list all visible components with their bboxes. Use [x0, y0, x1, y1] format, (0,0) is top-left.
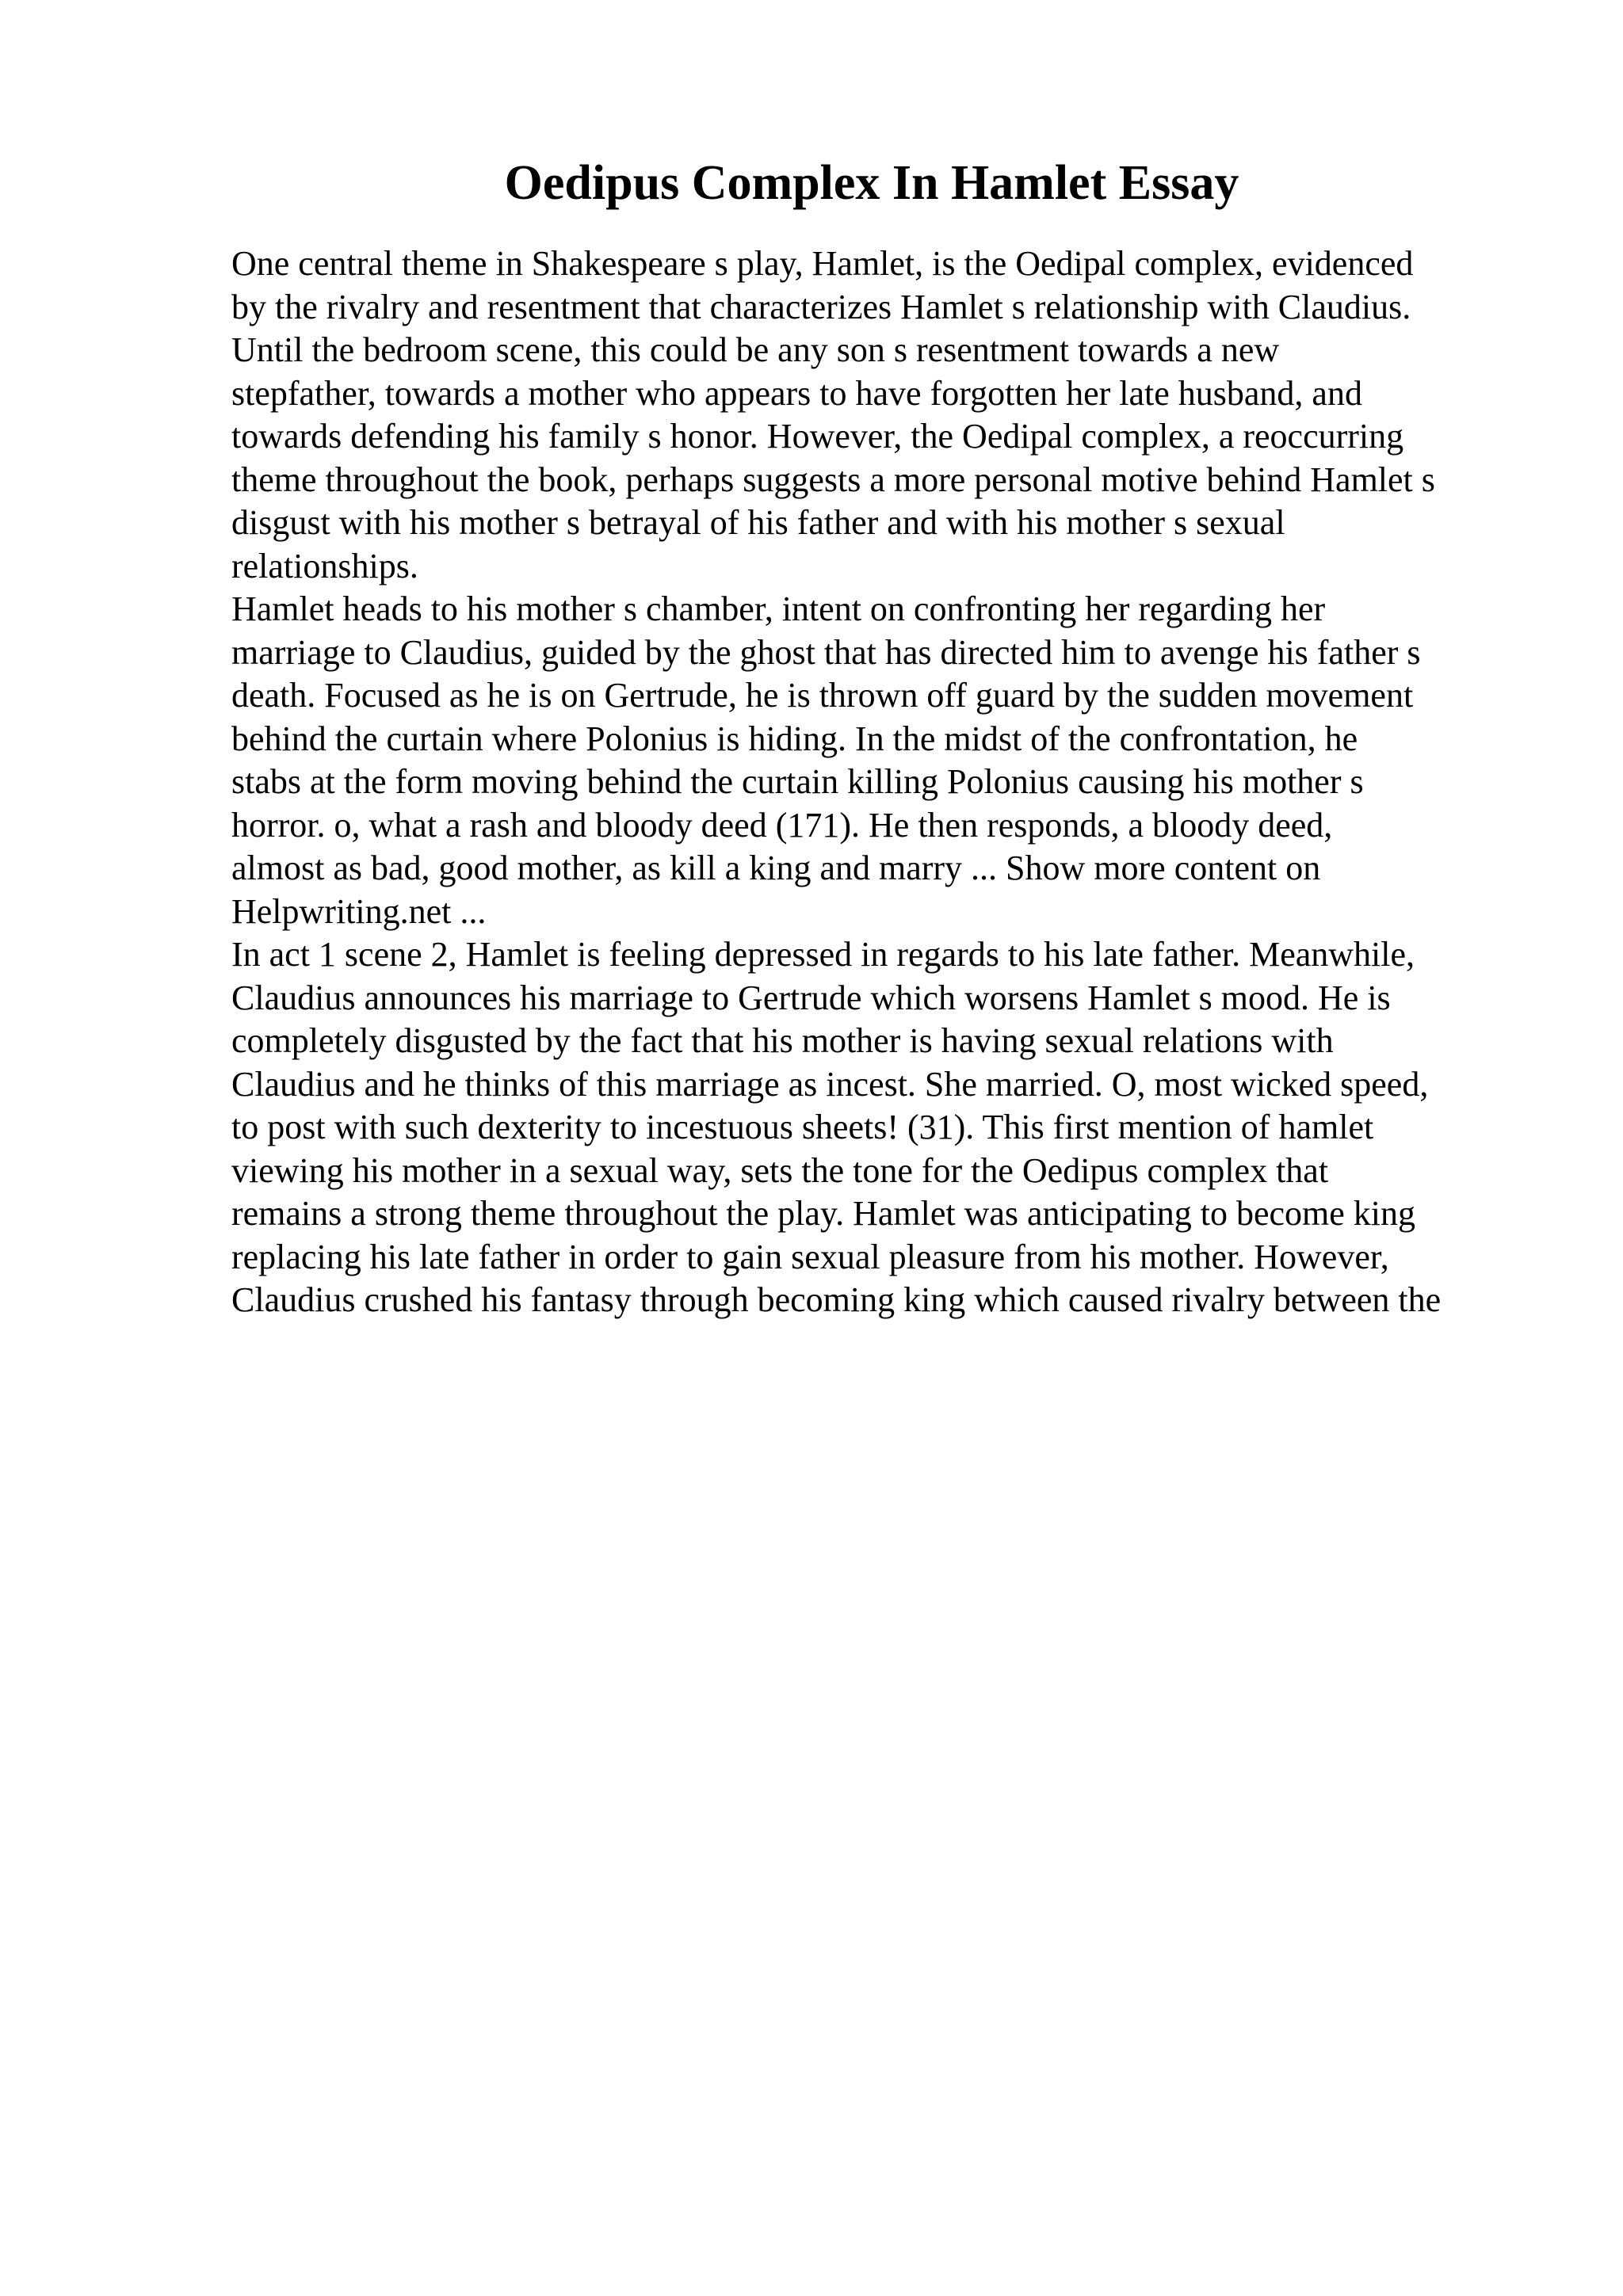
body-line: marriage to Claudius, guided by the ghost that has directed him to avenge his father s — [231, 632, 1421, 672]
body-line: relationships. — [231, 546, 418, 585]
body-line: Claudius crushed his fantasy through becoming king which caused rivalry between the — [231, 1280, 1442, 1319]
body-line: Helpwriting.net ... — [231, 891, 487, 931]
body-line: towards defending his family s honor. However, the Oedipal complex, a reoccurring — [231, 417, 1404, 456]
body-line: to post with such dexterity to incestuous sheets! (31). This first mention of hamlet — [231, 1108, 1374, 1146]
body-line: Until the bedroom scene, this could be any son s resentment towards a new — [231, 330, 1280, 369]
body-line: stabs at the form moving behind the curtain killing Polonius causing his mother s — [231, 762, 1364, 801]
body-line: Claudius and he thinks of this marriage as incest. She married. O, most wicked speed, — [231, 1064, 1429, 1104]
body-line: stepfather, towards a mother who appears to have forgotten her late husband, and — [231, 373, 1362, 413]
body-line: remains a strong theme throughout the play. Hamlet was anticipating to become king — [231, 1194, 1415, 1233]
body-line: horror. o, what a rash and bloody deed (171). He then responds, a bloody deed, — [231, 805, 1333, 845]
document-body — [231, 242, 1594, 1322]
body-line: death. Focused as he is on Gertrude, he is thrown off guard by the sudden movement — [231, 676, 1414, 715]
body-line: disgust with his mother s betrayal of his father and with his mother s sexual — [231, 503, 1285, 542]
body-line: One central theme in Shakespeare s play, Hamlet, is the Oedipal complex, evidenced — [231, 244, 1414, 283]
body-line: Hamlet heads to his mother s chamber, intent on confronting her regarding her — [231, 589, 1326, 628]
body-line: behind the curtain where Polonius is hiding. In the midst of the confrontation, he — [231, 719, 1358, 758]
body-line: completely disgusted by the fact that his mother is having sexual relations with — [231, 1021, 1334, 1060]
document-title: Oedipus Complex In Hamlet Essay — [504, 156, 1239, 210]
body-line: Claudius announces his marriage to Gertrude which worsens Hamlet s mood. He is — [231, 978, 1391, 1017]
body-line: viewing his mother in a sexual way, sets the tone for the Oedipus complex that — [231, 1150, 1329, 1190]
body-line: replacing his late father in order to gain sexual pleasure from his mother. However, — [231, 1237, 1389, 1276]
body-line: theme throughout the book, perhaps suggests a more personal motive behind Hamlet s — [231, 460, 1435, 499]
body-line: In act 1 scene 2, Hamlet is feeling depressed in regards to his late father. Meanwhile, — [231, 935, 1415, 974]
body-line: almost as bad, good mother, as kill a king and marry ... Show more content on — [231, 849, 1321, 887]
body-line: by the rivalry and resentment that characterizes Hamlet s relationship with Claudius. — [231, 287, 1411, 326]
